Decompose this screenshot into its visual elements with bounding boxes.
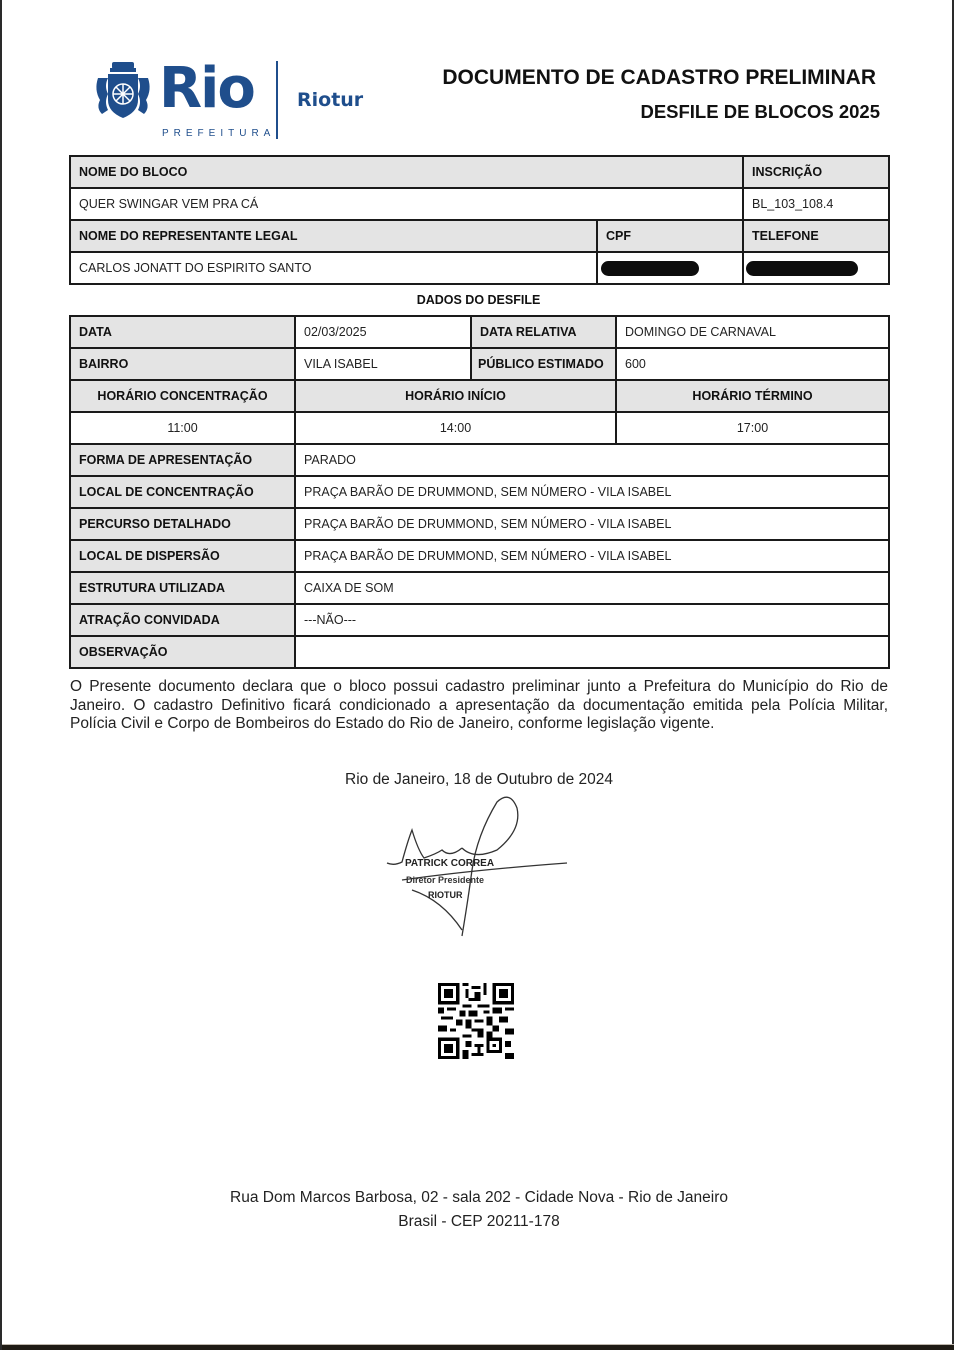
horario-inicio-label: HORÁRIO INÍCIO <box>295 380 616 412</box>
table-row <box>70 316 889 348</box>
declaration-paragraph: O Presente documento declara que o bloco possui cadastro preliminar junto a Prefeitura do Município do Rio de Janeiro. O cadastro Definitivo ficará condicionado a apresentação da documentação emitida pela Polícia Militar, Polícia Civil e Corpo de Bombeiros do Estado do Rio de Janeiro, conforme legislação vigente. <box>70 678 888 732</box>
logo-divider <box>276 61 278 139</box>
data-relativa-label: DATA RELATIVA <box>471 316 616 348</box>
nome-bloco-value: QUER SWINGAR VEM PRA CÁ <box>70 188 743 220</box>
local-dispersao-value: PRAÇA BARÃO DE DRUMMOND, SEM NÚMERO - VILA ISABEL <box>295 540 889 572</box>
table-row <box>70 348 889 380</box>
horario-concentracao-label: HORÁRIO CONCENTRAÇÃO <box>70 380 295 412</box>
horario-inicio-value: 14:00 <box>295 412 616 444</box>
forma-apresentacao-value: PARADO <box>295 444 889 476</box>
place-and-date: Rio de Janeiro, 18 de Outubro de 2024 <box>345 771 613 788</box>
signatory-name: PATRICK CORREA <box>405 858 495 869</box>
horario-concentracao-value: 11:00 <box>70 412 295 444</box>
nome-bloco-label: NOME DO BLOCO <box>70 156 743 188</box>
observacao-value <box>295 636 889 668</box>
signatory-role: Diretor Presidente <box>406 875 485 885</box>
rio-brand-text: Rio <box>159 56 254 121</box>
table-row <box>70 508 889 540</box>
data-label: DATA <box>70 316 295 348</box>
table-row <box>70 476 889 508</box>
table-row <box>70 188 889 220</box>
representante-label: NOME DO REPRESENTANTE LEGAL <box>70 220 597 252</box>
page-bottom-edge <box>2 1344 954 1350</box>
representante-value: CARLOS JONATT DO ESPIRITO SANTO <box>70 252 597 284</box>
document-subtitle: DESFILE DE BLOCOS 2025 <box>640 101 880 122</box>
observacao-label: OBSERVAÇÃO <box>70 636 295 668</box>
local-concentracao-value: PRAÇA BARÃO DE DRUMMOND, SEM NÚMERO - VILA ISABEL <box>295 476 889 508</box>
document-title: DOCUMENTO DE CADASTRO PRELIMINAR <box>442 66 876 89</box>
atracao-convidada-value: ---NÃO--- <box>295 604 889 636</box>
table-row <box>70 412 889 444</box>
inscricao-label: INSCRIÇÃO <box>743 156 889 188</box>
data-relativa-value: DOMINGO DE CARNAVAL <box>616 316 889 348</box>
signatory-org: RIOTUR <box>428 890 463 900</box>
bairro-value: VILA ISABEL <box>295 348 471 380</box>
rio-coat-of-arms-icon <box>92 60 154 122</box>
qr-code-icon[interactable] <box>438 983 514 1059</box>
dados-desfile-heading: DADOS DO DESFILE <box>416 293 541 307</box>
table-row <box>70 220 889 252</box>
table-row <box>70 444 889 476</box>
estrutura-utilizada-label: ESTRUTURA UTILIZADA <box>70 572 295 604</box>
bairro-label: BAIRRO <box>70 348 295 380</box>
riotur-text: Riotur <box>297 89 364 111</box>
local-dispersao-label: LOCAL DE DISPERSÃO <box>70 540 295 572</box>
table-row <box>70 636 889 668</box>
estrutura-utilizada-value: CAIXA DE SOM <box>295 572 889 604</box>
data-value: 02/03/2025 <box>295 316 471 348</box>
cpf-value <box>597 252 743 284</box>
desfile-info-table <box>69 315 890 669</box>
address-footer <box>2 1186 954 1234</box>
bloco-info-table <box>69 155 890 285</box>
percurso-detalhado-value: PRAÇA BARÃO DE DRUMMOND, SEM NÚMERO - VILA ISABEL <box>295 508 889 540</box>
publico-estimado-label: PÚBLICO ESTIMADO <box>471 348 616 380</box>
inscricao-value: BL_103_108.4 <box>743 188 889 220</box>
telefone-label: TELEFONE <box>743 220 889 252</box>
forma-apresentacao-label: FORMA DE APRESENTAÇÃO <box>70 444 295 476</box>
local-concentracao-label: LOCAL DE CONCENTRAÇÃO <box>70 476 295 508</box>
table-row <box>70 572 889 604</box>
table-row <box>70 380 889 412</box>
percurso-detalhado-label: PERCURSO DETALHADO <box>70 508 295 540</box>
horario-termino-label: HORÁRIO TÉRMINO <box>616 380 889 412</box>
address-line-1: Rua Dom Marcos Barbosa, 02 - sala 202 - Cidade Nova - Rio de Janeiro <box>230 1189 728 1206</box>
publico-estimado-value: 600 <box>616 348 889 380</box>
cpf-redaction-mark <box>601 261 699 276</box>
table-row <box>70 604 889 636</box>
address-line-2: Brasil - CEP 20211-178 <box>398 1213 560 1230</box>
telefone-redaction-mark <box>746 261 858 276</box>
atracao-convidada-label: ATRAÇÃO CONVIDADA <box>70 604 295 636</box>
telefone-value <box>743 252 889 284</box>
table-row <box>70 252 889 284</box>
prefeitura-rio-logo <box>92 58 362 144</box>
cpf-label: CPF <box>597 220 743 252</box>
table-row <box>70 540 889 572</box>
prefeitura-text: PREFEITURA <box>162 128 276 139</box>
table-row <box>70 156 889 188</box>
horario-termino-value: 17:00 <box>616 412 889 444</box>
